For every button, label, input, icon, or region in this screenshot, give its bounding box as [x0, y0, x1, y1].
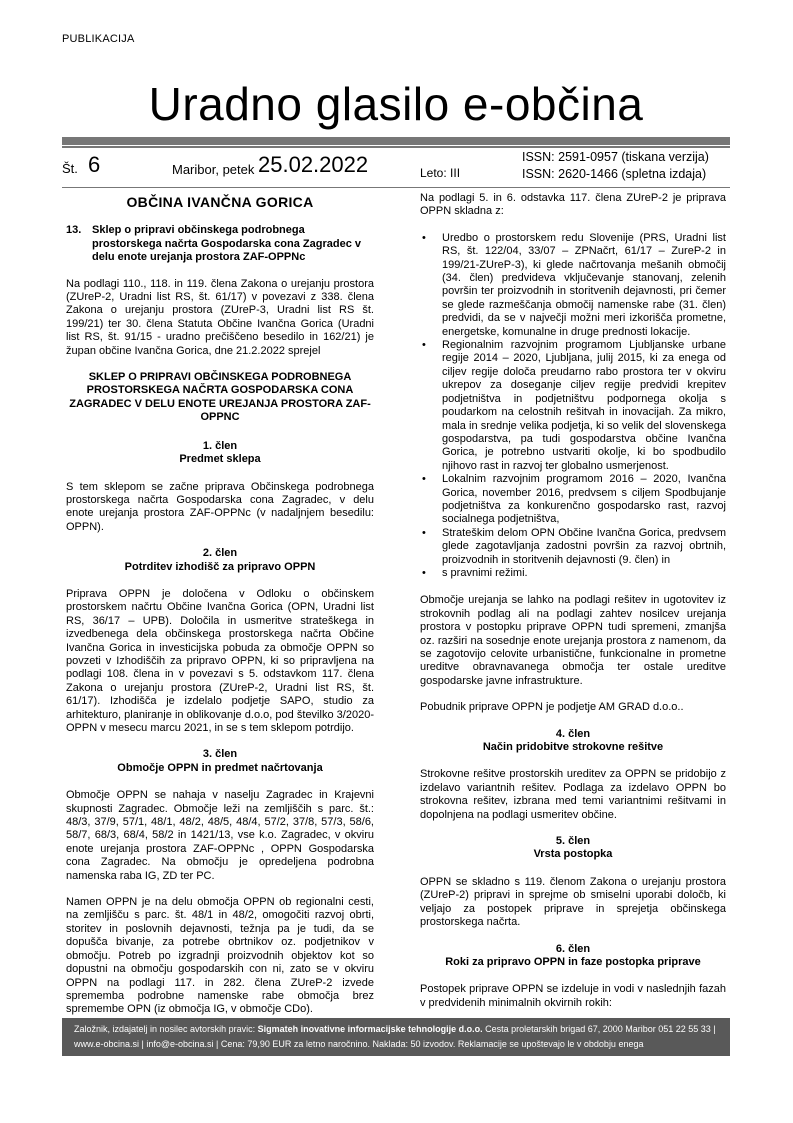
issue-number: 6	[88, 152, 101, 177]
article-1-heading	[66, 440, 374, 467]
article-5-number: 5. člen	[555, 835, 591, 848]
masthead-title: Uradno glasilo e-občina	[148, 78, 644, 130]
article-1-text: S tem sklepom se začne priprava Občinskega podrobnega prostorskega načrta Gospodarska cona Zagradec, v delu enote urejanja prostora ZAF-OPPNc (v nadaljnjem besedilu: OPPN).	[66, 480, 374, 533]
item-title: Sklep o pripravi občinskega podrobnega prostorskega načrta Gospodarska cona Zagradec v delu enote urejanja prostora ZAF-OPPNc	[92, 224, 361, 264]
issue-label: Št.	[62, 161, 78, 176]
footer-address: Cesta proletarskih brigad 67, 2000 Maribor 051 22 55 33 | www.e-obcina.si | info@e-obcina.si | Cena: 79,90 EUR za letno naročnino. Naklada: 50 izvodov. Reklamacije se upoštevajo le v obdobju enega	[74, 1024, 716, 1049]
article-5-title: Vrsta postopka	[533, 848, 613, 861]
item-number: 13.	[66, 224, 82, 237]
issue-row	[62, 150, 730, 186]
article-3-title: Območje OPPN in predmet načrtovanja	[117, 761, 323, 774]
article-1-title: Predmet sklepa	[179, 453, 261, 466]
basis-paragraph: Na podlagi 5. in 6. odstavka 117. člena ZUreP-2 je priprava OPPN skladna z:	[420, 192, 726, 218]
issue-year: Leto: III	[420, 166, 461, 180]
item-heading	[66, 224, 374, 264]
area-change-paragraph: Območje urejanja se lahko na podlagi rešitev in ugotovitev iz strokovnih podlag ali na podlagi zahtev nosilcev urejanja prostora v postopku priprave OPPN tudi spremeni, zmanjša oz. razširi na sosednje enote urejanja prostora z namenom, da se zagotovijo celovite urbanistične, funkcionalne in prometne ureditve obravnavanega območja ter ostale ureditve gospodarske javne infrastrukture.	[420, 594, 726, 687]
article-3-number: 3. člen	[202, 748, 238, 761]
place-day: Maribor, petek	[172, 162, 255, 177]
list-item: • s pravnimi režimi.	[420, 567, 726, 580]
article-2-text: Priprava OPPN je določena v Odloku o občinskem prostorskem načrtu Občine Ivančna Gorica (OPN, Uradni list RS, 36/17 – UPB). Določila in usmeritve strateškega in izvedbenega dela občinskega prostorskega načrta Občine Ivančna Gorica in investicijska pobuda za območje OPPN so povzeti v Izhodiščih za pripravo OPPN, ki so pripravljena na podlagi 108. člena in v povezavi s 5. odstavkom 117. člena Zakona o urejanju prostora (ZUreP-2, Uradni list RS, št. 61/17). Izhodišča je izdelalo podjetje SAPO, studio za arhitekturo, planiranje in oblikovanje d.o.o, pod številko 3/2020-OPPN v mesecu marcu 2021, in se s tem sklepom potrdijo.	[66, 587, 374, 734]
footer-prefix: Založnik, izdajatelj in nosilec avtorskih pravic:	[74, 1024, 256, 1034]
header-divider	[62, 187, 730, 188]
list-item: • Uredbo o prostorskem redu Slovenije (PRS, Uradni list RS, št. 122/04, 33/07 – ZPNačrt, 61/17 – ZureP-2 in 199/21-ZUreP-3), ki glede načrtovanja mešanih območij (34. člen) predvideva vključevanje stanovanj, zelenih površin ter proizvodnih in storitvenih dejavnosti, pri čemer se glede razmeščanja območij namenske rabe (31. člen) predvidi, da se v največji možni meri izkorišča prometne, energetske, komunalne in druge prednosti lokacije.	[420, 232, 726, 339]
right-column	[420, 192, 726, 1023]
issue-date: 25.02.2022	[258, 152, 369, 177]
compliance-list	[420, 232, 726, 581]
document-title: SKLEP O PRIPRAVI OBČINSKEGA PODROBNEGA PROSTORSKEGA NAČRTA GOSPODARSKA CONA ZAGRADEC V DELU ENOTE UREJANJA PROSTORA ZAF-OPPNC	[69, 371, 371, 424]
article-4-title: Način pridobitve strokovne rešitve	[482, 741, 664, 754]
left-column	[66, 192, 374, 1030]
article-3-heading	[66, 748, 374, 775]
masthead-rule	[62, 137, 730, 145]
article-4-text: Strokovne rešitve prostorskih ureditev za OPPN se pridobijo z izdelavo variantnih rešitev. Podlaga za izdelavo OPPN bo strokovna rešitev, izbrana med temi variantnimi rešitvami in dopolnjena na podlagi usmeritev občine.	[420, 768, 726, 821]
list-item: • Lokalnim razvojnim programom 2016 – 2020, Ivančna Gorica, november 2016, predvsem s ciljem Spodbujanje podjetništva za konkurenčno gospodarsko rast, razvoj socialnega podjetništva,	[420, 473, 726, 527]
article-3-text-2: Namen OPPN je na delu območja OPPN ob regionalni cesti, na zemljišču s parc. št. 48/1 in 48/2, omogočiti razvoj obrti, storitev in poslovnih dejavnosti, težnja pa je tudi, da se dopušča bivanje, za potrebe obrtnikov oz. podjetnikov v območju. Potreb po izgradnji proizvodnih objektov kot so dopustni na območju gospodarskih con ni, zato se v okviru OPPN na podlagi 117. in 282. člena ZUreP-2 izvede sprememba podrobne namenske rabe območja brez spremembe OPN (iz območja IG, v območje CDo).	[66, 896, 374, 1016]
issn-web: ISSN: 2620-1466 (spletna izdaja)	[522, 167, 707, 181]
article-3-text-1: Območje OPPN se nahaja v naselju Zagradec in Krajevni skupnosti Zagradec. Območje leži na zemljiščih s parc. št.: 48/3, 37/9, 57/1, 48/1, 48/2, 48/5, 48/4, 57/2, 37/8, 57/3, 58/6, 58/7, 68/3, 68/4, 58/2 in 1421/13, vse k.o. Zagradec, v okviru enote urejanja prostora ZAF-OPPNc , OPPN Gospodarska cona Zagradec. Na območju je opredeljena podrobna namenska raba IG, ZD ter PC.	[66, 789, 374, 882]
article-2-title: Potrditev izhodišč za pripravo OPPN	[124, 560, 316, 573]
publication-label: PUBLIKACIJA	[62, 33, 135, 45]
article-4-number: 4. člen	[555, 727, 591, 740]
issn-print: ISSN: 2591-0957 (tiskana verzija)	[522, 150, 709, 164]
footer-publisher: Sigmateh inovativne informacijske tehnologije d.o.o.	[257, 1024, 483, 1034]
article-6-text: Postopek priprave OPPN se izdeluje in vodi v naslednjih fazah v predvidenih minimalnih okvirnih rokih:	[420, 983, 726, 1009]
article-1-number: 1. člen	[202, 439, 238, 452]
list-item: • Strateškim delom OPN Občine Ivančna Gorica, predvsem glede zagotavljanja zadostni površin za razvoj obrtnih, proizvodnih in storitvenih dejavnosti (9. člen) in	[420, 527, 726, 567]
article-2-number: 2. člen	[202, 547, 238, 560]
article-4-heading	[420, 728, 726, 755]
intro-paragraph: Na podlagi 110., 118. in 119. člena Zakona o urejanju prostora (ZUreP-2, Uradni list RS, št. 61/17) v povezavi z 338. člena Zakona o urejanju prostora (ZUreP-3, Uradni list RS št. 199/21) ter 30. člena Statuta Občine Ivančna Gorica (Uradni list RS, št. 91/15 - uradno prečiščeno besedilo in 162/21) je župan občine Ivančna Gorica, dne 21.2.2022 sprejel	[66, 277, 374, 357]
article-6-heading	[420, 943, 726, 970]
list-item: • Regionalnim razvojnim programom Ljubljanske urbane regije 2014 – 2020, Ljubljana, julij 2015, ki za enega od ciljev regije določa preudarno rabo prostora ter v okviru ukrepov za doseganje ciljev regije predvidi krepitev podjetništva in podjetništvu podpornega okolja s poudarkom na celostnih rešitvah in inovacijah. Za mikro, mala in srednje velika podjetja, ki so velik del slovenskega gospodarstva, pa tudi gospodarstva občine Ivančna Gorica, je potrebno ustvariti okolje, ki bo spodbudilo njihovo rast in razvoj ter globalno usmerjenost.	[420, 339, 726, 473]
initiator-paragraph: Pobudnik priprave OPPN je podjetje AM GRAD d.o.o..	[420, 701, 684, 714]
article-6-title: Roki za pripravo OPPN in faze postopka priprave	[445, 955, 701, 968]
article-6-number: 6. člen	[555, 942, 591, 955]
article-5-heading	[420, 835, 726, 862]
publisher-footer	[62, 1018, 730, 1056]
article-5-text: OPPN se skladno s 119. členom Zakona o urejanju prostora (ZUreP-2) pripravi in sprejme ob smiselni uporabi določb, ki veljajo za postopek priprave in sprejetja občinskega prostorskega načrta.	[420, 875, 726, 929]
article-2-heading	[66, 547, 374, 574]
masthead-rule-thin	[62, 146, 730, 148]
municipality-heading: OBČINA IVANČNA GORICA	[126, 194, 314, 210]
